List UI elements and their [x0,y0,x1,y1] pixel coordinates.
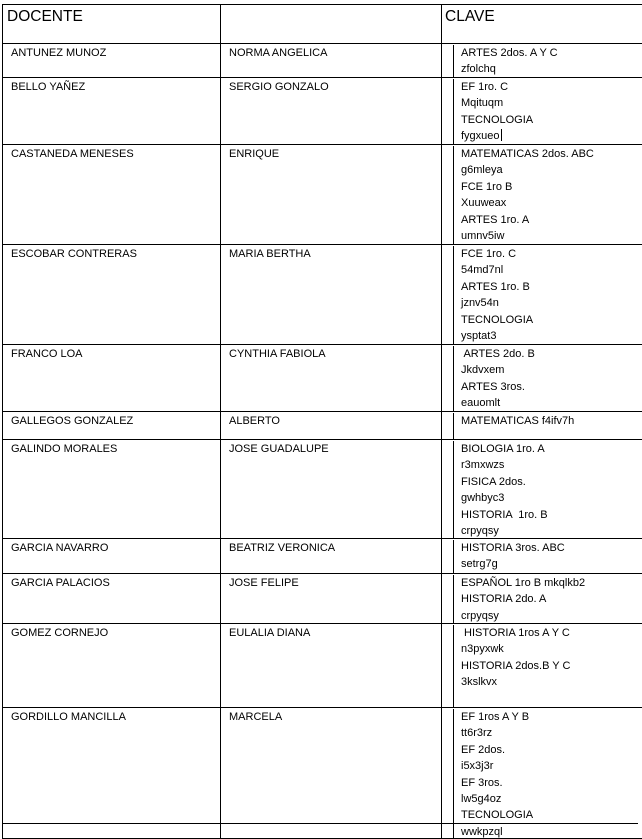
cell-nombre: EULALIA DIANA [221,624,442,708]
cell-nombre: CYNTHIA FABIOLA [221,345,442,412]
cell-apellidos: CASTANEDA MENESES [3,145,221,245]
cell-nombre: ENRIQUE [221,145,442,245]
clave-line: 54md7nl [461,262,642,278]
clave-line: EF 1ros A Y B [461,709,642,725]
clave-line: TECNOLOGIA [461,312,642,328]
clave-line: crpyqsy [461,523,642,538]
cell-apellidos: GALLEGOS GONZALEZ [3,412,221,440]
cell-nombre: ALBERTO [221,412,442,440]
clave-line: HISTORIA 3ros. ABC [461,540,642,556]
text-cursor: fygxueo [461,130,502,142]
table-row [3,44,642,78]
clave-line: BIOLOGIA 1ro. A [461,441,642,457]
clave-line: n3pyxwk [461,641,642,657]
table-row [3,539,642,574]
clave-line: MATEMATICAS f4ifv7h [461,413,642,429]
clave-line: umnv5iw [461,228,642,244]
cell-clave [442,412,642,440]
clave-line: setrg7g [461,556,642,572]
header-row [3,5,642,44]
cell-apellidos: BELLO YAÑEZ [3,78,221,145]
cell-clave [442,539,642,574]
table-row [3,345,642,412]
clave-line: tt6r3rz [461,725,642,741]
cell-apellidos: ANTUNEZ MUNOZ [3,44,221,78]
table-row [3,574,642,624]
clave-line: ARTES 2dos. A Y C [461,45,642,61]
clave-line: ARTES 2do. B [461,346,642,362]
clave-line: r3mxwzs [461,457,642,473]
cell-nombre: BEATRIZ VERONICA [221,539,442,574]
clave-line: wwkpzql [461,824,642,839]
clave-line: ysptat3 [461,328,642,344]
clave-line: EF 3ros. [461,775,642,791]
cell-apellidos: ESCOBAR CONTRERAS [3,245,221,345]
cell-clave [442,145,642,245]
cell-nombre: JOSE FELIPE [221,574,442,624]
clave-line: TECNOLOGIA [461,807,642,823]
clave-line: EF 2dos. [461,742,642,758]
cell-clave [442,624,642,708]
header-docente: DOCENTE [3,5,221,44]
cell-nombre: NORMA ANGELICA [221,44,442,78]
clave-line: crpyqsy [461,608,642,624]
clave-line: Xuuweax [461,195,642,211]
cell-clave [442,44,642,78]
table-row [3,412,642,440]
clave-line: FCE 1ro B [461,179,642,195]
clave-line: HISTORIA 1ro. B [461,507,642,523]
clave-line: MATEMATICAS 2dos. ABC [461,146,642,162]
clave-line: Jkdvxem [461,362,642,378]
clave-line: 3kslkvx [461,674,642,690]
table-row [3,245,642,345]
clave-line: HISTORIA 2do. A [461,591,642,607]
cell-clave [442,574,642,624]
header-nombre [221,5,442,44]
clave-line: ARTES 1ro. A [461,212,642,228]
cell-apellidos: GARCIA NAVARRO [3,539,221,574]
table-bottom-border [2,823,638,824]
table-row [3,440,642,539]
clave-line: eauomlt [461,395,642,411]
cell-clave [442,245,642,345]
cell-apellidos: GARCIA PALACIOS [3,574,221,624]
cell-nombre: JOSE GUADALUPE [221,440,442,539]
clave-line: ARTES 1ro. B [461,279,642,295]
cell-nombre: MARCELA [221,708,442,839]
cell-clave [442,440,642,539]
cell-apellidos: GORDILLO MANCILLA [3,708,221,839]
cell-apellidos: GALINDO MORALES [3,440,221,539]
clave-line: jznv54n [461,295,642,311]
clave-line: FISICA 2dos. [461,474,642,490]
table-row [3,145,642,245]
cell-apellidos: FRANCO LOA [3,345,221,412]
clave-line: i5x3j3r [461,758,642,774]
clave-line: gwhbyc3 [461,490,642,506]
docentes-table [2,4,642,839]
clave-line: ARTES 3ros. [461,379,642,395]
cell-clave [442,708,642,839]
clave-line: HISTORIA 2dos.B Y C [461,658,642,674]
clave-line: lw5g4oz [461,791,642,807]
cell-clave [442,78,642,145]
clave-line: ESPAÑOL 1ro B mkqlkb2 [461,575,642,591]
cell-nombre: SERGIO GONZALO [221,78,442,145]
table-row [3,624,642,708]
table-row [3,708,642,839]
cell-clave [442,345,642,412]
cell-apellidos: GOMEZ CORNEJO [3,624,221,708]
clave-line: g6mleya [461,162,642,178]
clave-line-editing[interactable] [461,128,642,144]
clave-line: Mqituqm [461,95,642,111]
clave-line: FCE 1ro. C [461,246,642,262]
table-row [3,78,642,145]
clave-line: TECNOLOGIA [461,112,642,128]
clave-line: zfolchq [461,61,642,77]
clave-line: HISTORIA 1ros A Y C [461,625,642,641]
cell-nombre: MARIA BERTHA [221,245,442,345]
header-clave: CLAVE [442,5,642,44]
clave-line: EF 1ro. C [461,79,642,95]
